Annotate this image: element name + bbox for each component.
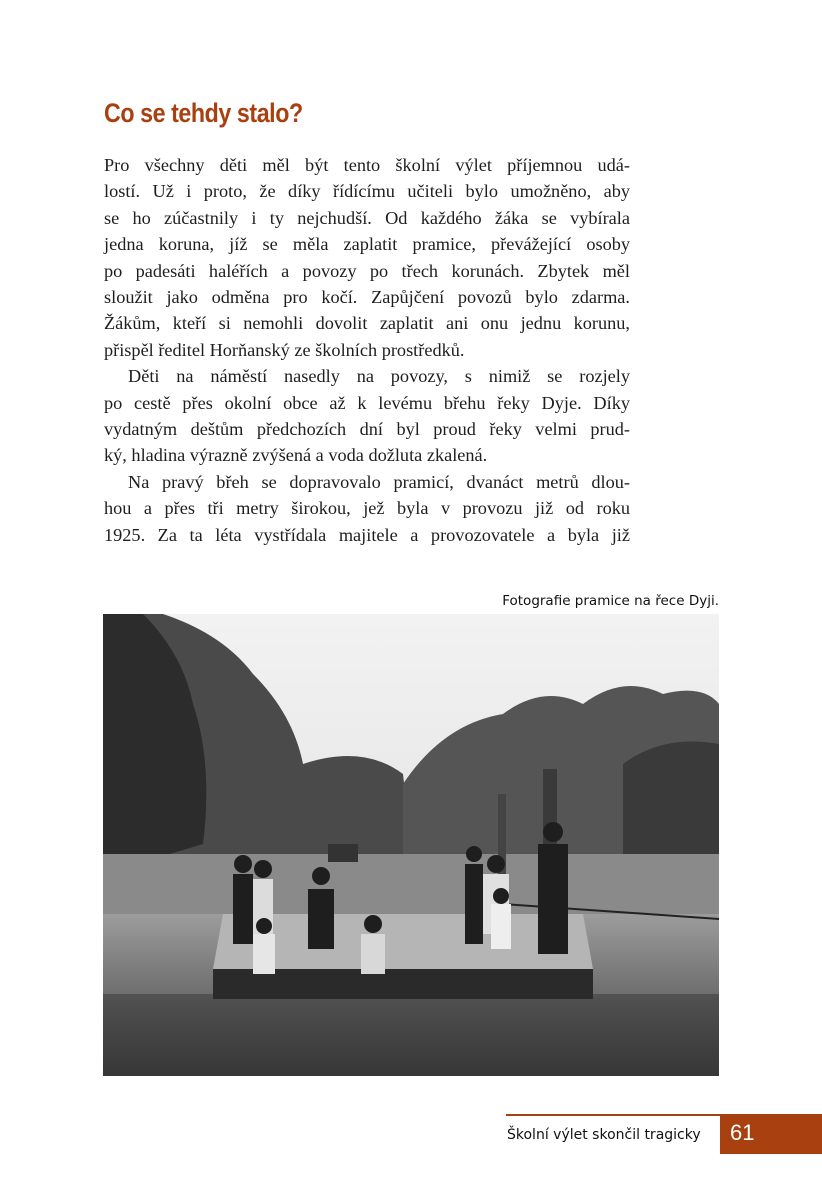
body-text [104,152,630,548]
text-line: ký, hladina výrazně zvýšená a voda dožluta zkalená. [104,445,488,466]
footer-rule [506,1114,720,1116]
text-line: Žákům, kteří si nemohli dovolit zaplatit ani onu jednu korunu, [104,313,630,334]
text-line: hou a přes tři metry širokou, jež byla v provozu již od roku [104,498,630,519]
paragraph-2 [104,363,630,469]
paragraph-1 [104,152,630,363]
text-line: 1925. Za ta léta vystřídala majitele a provozovatele a byla již [104,524,630,545]
text-line: jedna koruna, jíž se měla zaplatit pramice, převážející osoby [104,234,630,255]
paragraph-3 [104,469,630,548]
photo-caption: Fotografie pramice na řece Dyji. [502,593,719,609]
text-line: Pro všechny děti měl být tento školní výlet příjemnou udá- [104,155,630,175]
text-line: po padesáti haléřích a povozy po třech korunách. Zbytek měl [104,260,630,281]
section-title: Co se tehdy stalo? [104,98,303,128]
text-line: vydatným deštům předchozích dní byl proud řeky velmi prud- [104,419,630,440]
text-line: Děti na náměstí nasedly na povozy, s nimiž se rozjely [128,366,630,387]
text-line: přispěl ředitel Horňanský ze školních prostředků. [104,339,465,360]
ferry-photo [103,614,719,1076]
text-line: Na pravý břeh se dopravovalo pramicí, dvanáct metrů dlou- [128,471,630,492]
text-line: lostí. Už i proto, že díky řídícímu učiteli bylo umožněno, aby [104,181,630,202]
page-number: 61 [730,1120,755,1145]
footer-chapter-title: Školní výlet skončil tragicky [507,1127,701,1143]
text-line: sloužit jako odměna pro kočí. Zapůjčení povozů bylo zdarma. [104,287,630,308]
text-line: se ho zúčastnily i ty nejchudší. Od každého žáka se vybírala [104,207,630,228]
text-line: po cestě přes okolní obce až k levému břehu řeky Dyje. Díky [104,392,630,413]
